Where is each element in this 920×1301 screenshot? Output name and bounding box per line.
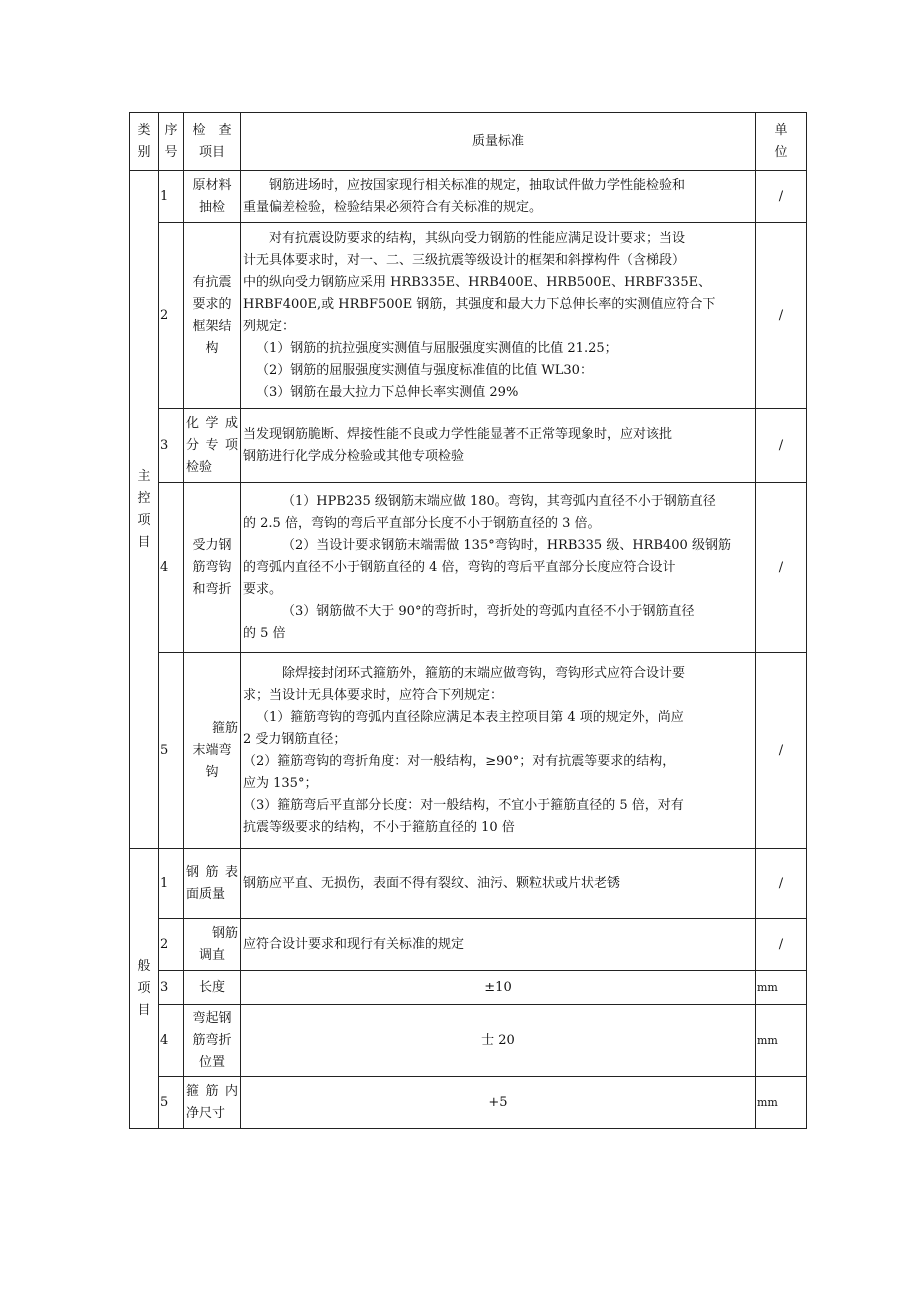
row-standard: 士 20	[241, 1005, 756, 1077]
row-item: 有抗震 要求的 框架结 构	[184, 223, 241, 409]
row-item: 箍筋内 净尺寸	[184, 1077, 241, 1129]
row-standard: 对有抗震设防要求的结构，其纵向受力钢筋的性能应满足设计要求；当设 计无具体要求时，对一、二、三级抗震等级设计的框架和斜撑构件（含梯段） 中的纵向受力钢筋应采用 HRB335E、HRB400E、HRB500E、HRBF335E、 HRBF400E,或 HRBF500E 钢筋，其强度和最大力下总伸长率的实测值应符合下 列规定： （1）钢筋的抗拉强度实测值与屈服强度实测值的比值 21.25； （2）钢筋的屈服强度实测值与强度标准值的比值 WL30： （3）钢筋在最大拉力下总伸长率实测值 29%	[241, 223, 756, 409]
row-no: 4	[159, 1005, 184, 1077]
row-unit: /	[756, 483, 807, 653]
row-standard: 应符合设计要求和现行有关标准的规定	[241, 919, 756, 971]
row-standard: 钢筋进场时，应按国家现行相关标准的规定，抽取试件做力学性能检验和 重量偏差检验，检验结果必须符合有关标准的规定。	[241, 171, 756, 223]
row-unit: /	[756, 849, 807, 919]
row-item: 钢筋表 面质量	[184, 849, 241, 919]
row-unit: /	[756, 223, 807, 409]
row-no: 4	[159, 483, 184, 653]
row-item: 箍筋 末端弯 钩	[184, 653, 241, 849]
table-row	[130, 1077, 807, 1129]
header-unit: 单 位	[756, 113, 807, 171]
row-no: 2	[159, 223, 184, 409]
row-no: 5	[159, 653, 184, 849]
row-no: 3	[159, 971, 184, 1005]
row-no: 3	[159, 409, 184, 483]
row-unit: /	[756, 919, 807, 971]
row-standard: ±10	[241, 971, 756, 1005]
main-category-cell: 主 控 项 目	[130, 171, 159, 849]
general-category-cell: 般 项 目	[130, 849, 159, 1129]
row-item: 受力钢 筋弯钩 和弯折	[184, 483, 241, 653]
table-row	[130, 409, 807, 483]
header-item: 检 查 项目	[184, 113, 241, 171]
row-standard: （1）HPB235 级钢筋末端应做 180。弯钩，其弯弧内直径不小于钢筋直径 的 2.5 倍，弯钩的弯后平直部分长度不小于钢筋直径的 3 倍。 （2）当设计要求钢筋末端需做 135°弯钩时，HRB335 级、HRB400 级钢筋 的弯弧内直径不小于钢筋直径的 4 倍，弯钩的弯后平直部分长度应符合设计 要求。 （3）钢筋做不大于 90°的弯折时，弯折处的弯弧内直径不小于钢筋直径 的 5 倍	[241, 483, 756, 653]
row-item: 长度	[184, 971, 241, 1005]
header-category: 类 别	[130, 113, 159, 171]
row-no: 2	[159, 919, 184, 971]
row-item: 弯起钢 筋弯折 位置	[184, 1005, 241, 1077]
row-unit: /	[756, 653, 807, 849]
quality-standard-table	[129, 112, 807, 1129]
row-unit: mm	[756, 1077, 807, 1129]
table-row	[130, 919, 807, 971]
header-no: 序 号	[159, 113, 184, 171]
row-standard: +5	[241, 1077, 756, 1129]
row-standard: 除焊接封闭环式箍筋外，箍筋的末端应做弯钩，弯钩形式应符合设计要 求；当设计无具体要求时，应符合下列规定： （1）箍筋弯钩的弯弧内直径除应满足本表主控项目第 4 项的规定外，尚应 2 受力钢筋直径； （2）箍筋弯钩的弯折角度：对一般结构，≥90°；对有抗震等要求的结构， 应为 135°； （3）箍筋弯后平直部分长度：对一般结构，不宜小于箍筋直径的 5 倍，对有 抗震等级要求的结构，不小于箍筋直径的 10 倍	[241, 653, 756, 849]
row-standard: 当发现钢筋脆断、焊接性能不良或力学性能显著不正常等现象时，应对该批 钢筋进行化学成分检验或其他专项检验	[241, 409, 756, 483]
row-item: 原材料 抽检	[184, 171, 241, 223]
row-no: 1	[159, 171, 184, 223]
table-row	[130, 653, 807, 849]
table-row	[130, 171, 807, 223]
table-row	[130, 1005, 807, 1077]
table-row	[130, 971, 807, 1005]
table-header-row	[130, 113, 807, 171]
table-row	[130, 483, 807, 653]
row-no: 5	[159, 1077, 184, 1129]
row-unit: mm	[756, 971, 807, 1005]
row-no: 1	[159, 849, 184, 919]
header-standard: 质量标准	[241, 113, 756, 171]
row-item: 钢筋 调直	[184, 919, 241, 971]
table-row	[130, 223, 807, 409]
table-row	[130, 849, 807, 919]
row-unit: /	[756, 409, 807, 483]
row-item: 化学成 分专项 检验	[184, 409, 241, 483]
row-unit: mm	[756, 1005, 807, 1077]
row-unit: /	[756, 171, 807, 223]
row-standard: 钢筋应平直、无损伤，表面不得有裂纹、油污、颗粒状或片状老锈	[241, 849, 756, 919]
